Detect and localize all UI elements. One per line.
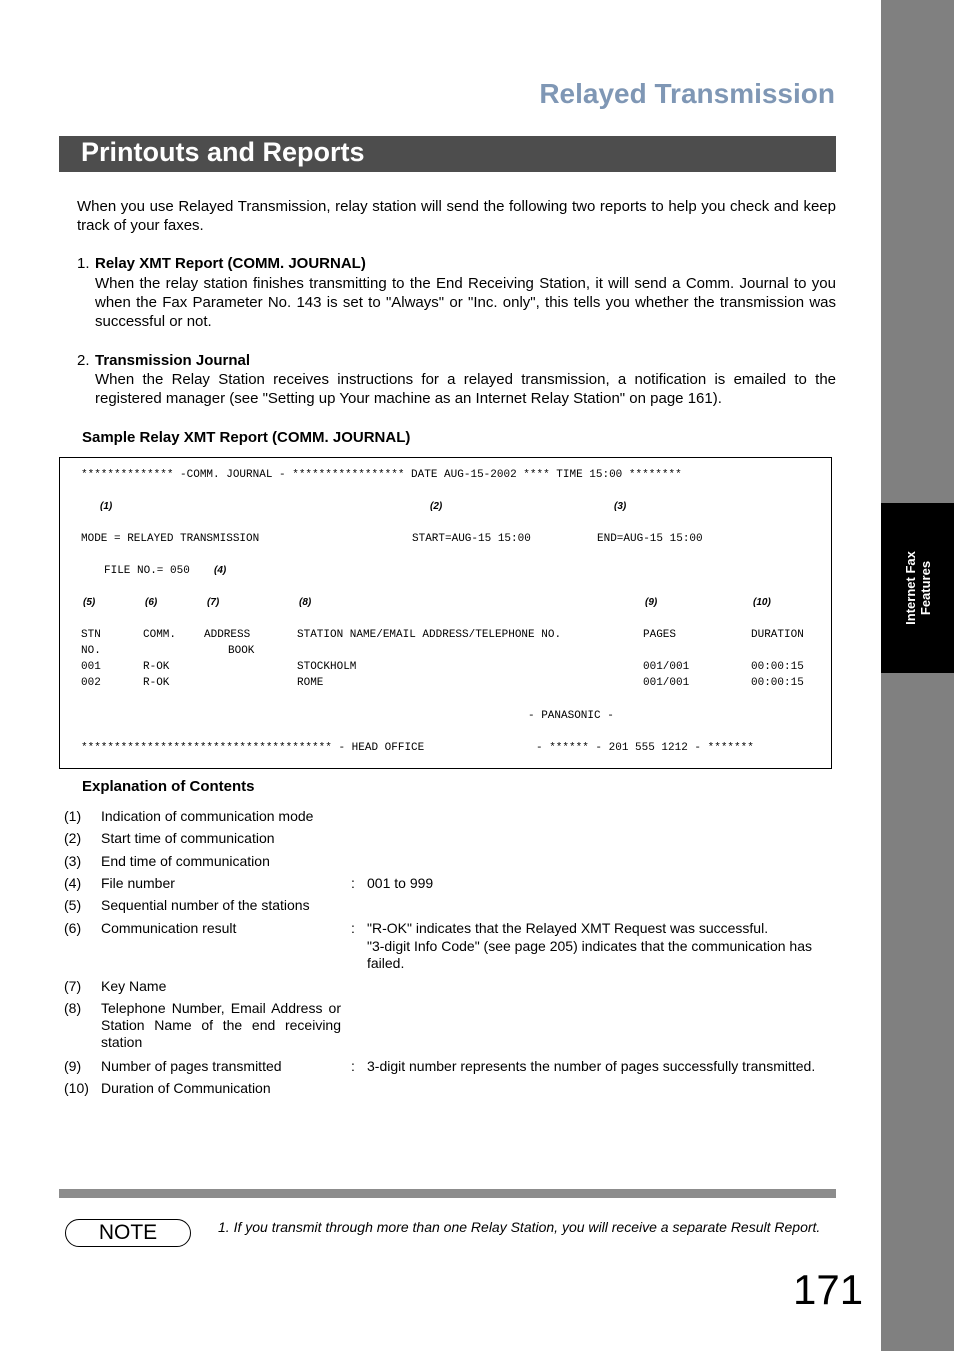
page-number: 171 <box>793 1266 864 1313</box>
marker-2: (2) <box>430 501 443 512</box>
row-2-stn: 002 <box>81 677 101 689</box>
row-num: (1) <box>64 808 82 824</box>
row-num: (3) <box>64 853 82 869</box>
report-footer-right: - ****** - 201 555 1212 - ******* <box>536 742 754 754</box>
section-title: Printouts and Reports <box>81 137 365 167</box>
row-label: Duration of Communication <box>101 1080 271 1096</box>
col-no: NO. <box>81 645 101 657</box>
row-1-pages: 001/001 <box>643 661 690 673</box>
row-num: (5) <box>64 897 82 913</box>
row-value: 001 to 999 <box>367 875 434 891</box>
row-num: (4) <box>64 875 82 891</box>
col-station: STATION NAME/EMAIL ADDRESS/TELEPHONE NO. <box>297 629 562 641</box>
marker-9: (9) <box>645 597 658 608</box>
col-pages: PAGES <box>643 629 677 641</box>
col-stn: STN <box>81 629 101 641</box>
marker-5: (5) <box>83 597 96 608</box>
marker-7: (7) <box>207 597 220 608</box>
marker-3: (3) <box>614 501 627 512</box>
marker-1: (1) <box>100 501 113 512</box>
row-label: File number <box>101 875 175 891</box>
col-comm: COMM. <box>143 629 177 641</box>
report-start: START=AUG-15 15:00 <box>412 533 531 545</box>
row-label: Number of pages transmitted <box>101 1058 282 1074</box>
note-label: NOTE <box>65 1219 191 1247</box>
item-2-title: Transmission Journal <box>95 352 251 369</box>
row-num: (10) <box>64 1080 89 1096</box>
row-num: (9) <box>64 1058 82 1074</box>
report-mode: MODE = RELAYED TRANSMISSION <box>81 533 260 545</box>
row-value: 3-digit number represents the number of pages successfully transmitted. <box>367 1058 816 1074</box>
row-1-stn: 001 <box>81 661 101 673</box>
marker-4: (4) <box>214 565 227 576</box>
row-2-duration: 00:00:15 <box>751 677 804 689</box>
side-bar <box>881 0 954 1351</box>
row-2-comm: R-OK <box>143 677 170 689</box>
row-2-station: ROME <box>297 677 324 689</box>
item-2-body: When the Relay Station receives instructions for a relayed transmission, a notification is emailed to the registered manager (see "Setting up Your machine as an Internet Relay Station" on page 161). <box>95 371 836 407</box>
sample-title: Sample Relay XMT Report (COMM. JOURNAL) <box>82 429 411 446</box>
row-2-pages: 001/001 <box>643 677 690 689</box>
explanation-title: Explanation of Contents <box>82 778 255 795</box>
row-colon: : <box>351 920 355 936</box>
report-end: END=AUG-15 15:00 <box>597 533 703 545</box>
col-duration: DURATION <box>751 629 804 641</box>
row-num: (2) <box>64 830 82 846</box>
row-label: Sequential number of the stations <box>101 897 310 913</box>
row-label: Telephone Number, Email Address or Station Name of the end receiving station <box>101 1000 341 1050</box>
row-num: (7) <box>64 978 82 994</box>
chapter-title: Relayed Transmission <box>539 78 835 109</box>
report-brand: - PANASONIC - <box>528 710 614 722</box>
item-2-number: 2. <box>77 352 90 369</box>
row-num: (6) <box>64 920 82 936</box>
row-label: Indication of communication mode <box>101 808 314 824</box>
item-1-title: Relay XMT Report (COMM. JOURNAL) <box>95 255 366 272</box>
row-value: "R-OK" indicates that the Relayed XMT Request was successful. <box>367 920 769 936</box>
row-label: Key Name <box>101 978 167 994</box>
col-book: BOOK <box>228 645 255 657</box>
chapter-tab-label <box>903 551 933 625</box>
row-label: End time of communication <box>101 853 270 869</box>
report-header-line: ************** -COMM. JOURNAL - ***************** DATE AUG-15-2002 **** TIME 15:00 ******** <box>81 469 682 481</box>
marker-8: (8) <box>299 597 312 608</box>
marker-6: (6) <box>145 597 158 608</box>
note-divider <box>59 1189 836 1198</box>
note-text: 1. If you transmit through more than one Relay Station, you will receive a separate Result Report. <box>218 1219 821 1235</box>
row-colon: : <box>351 1058 355 1074</box>
report-footer-left: ************************************** - HEAD OFFICE <box>81 742 425 754</box>
row-1-station: STOCKHOLM <box>297 661 357 673</box>
row-num: (8) <box>64 1000 82 1016</box>
marker-10: (10) <box>753 597 771 608</box>
row-1-duration: 00:00:15 <box>751 661 804 673</box>
row-label: Communication result <box>101 920 237 936</box>
item-1-number: 1. <box>77 255 90 272</box>
row-1-comm: R-OK <box>143 661 170 673</box>
item-1-body: When the relay station finishes transmitting to the End Receiving Station, it will send a Comm. Journal to you when the Fax Parameter No. 143 is set to "Always" or "Inc. only", this tells you whether the transmission was successful or not. <box>95 275 836 330</box>
row-colon: : <box>351 875 355 891</box>
intro-paragraph: When you use Relayed Transmission, relay station will send the following two reports to help you check and keep track of your faxes. <box>77 198 836 234</box>
section-bar <box>59 136 836 172</box>
chapter-tab <box>881 503 954 673</box>
col-address: ADDRESS <box>204 629 251 641</box>
chapter-tab-line1: Internet Fax <box>902 551 918 625</box>
row-label: Start time of communication <box>101 830 275 846</box>
report-file-no: FILE NO.= 050 <box>104 565 190 577</box>
row-value-2: "3-digit Info Code" (see page 205) indicates that the communication has failed. <box>367 938 812 971</box>
chapter-tab-line2: Features <box>917 560 933 616</box>
sample-report <box>59 457 832 769</box>
